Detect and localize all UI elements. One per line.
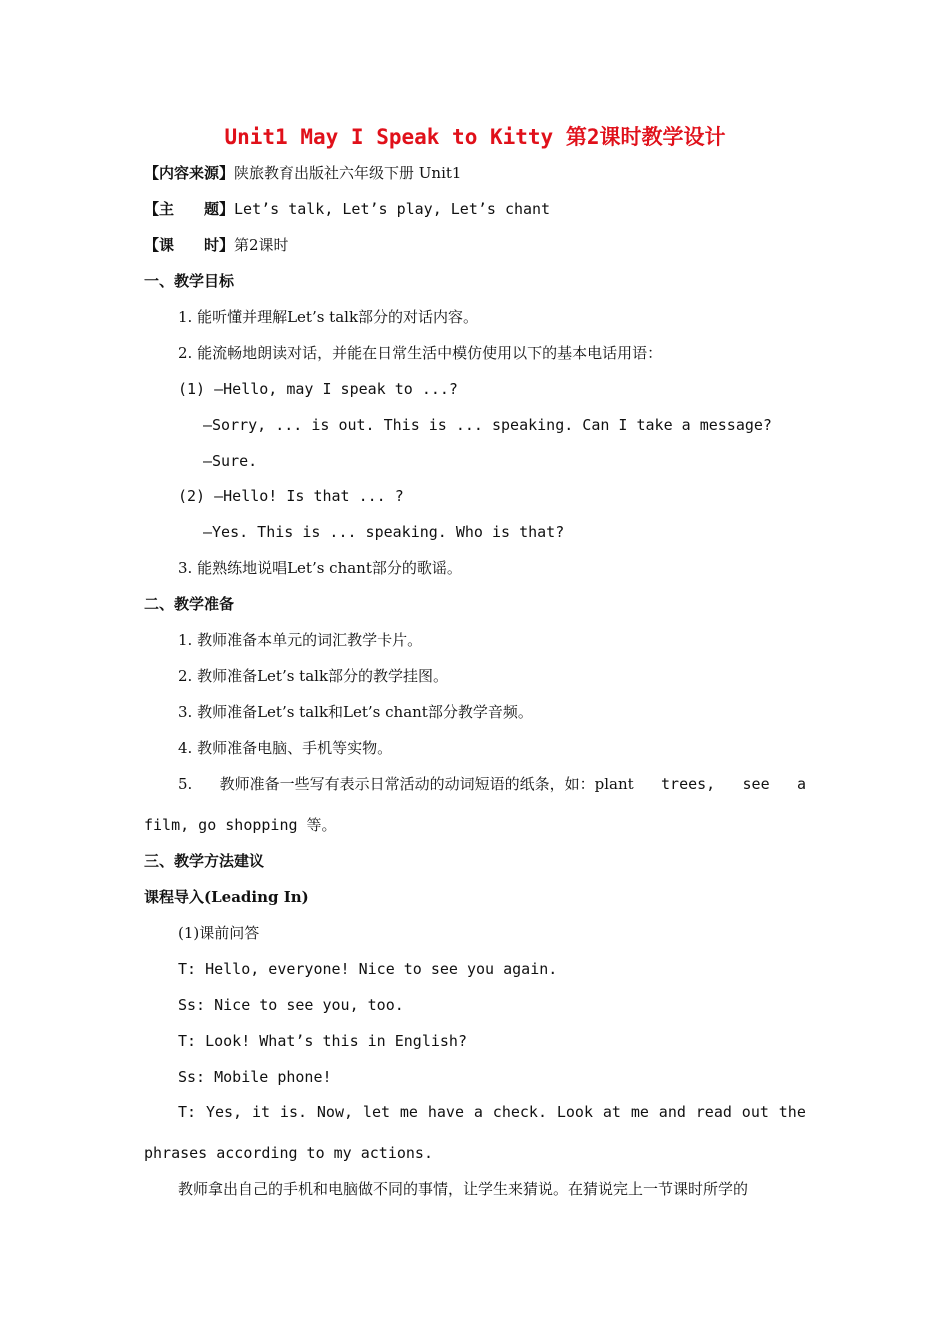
meta-period: [144, 235, 289, 255]
list-item: 2. 能流畅地朗读对话，并能在日常生活中模仿使用以下的基本电话用语：: [178, 344, 663, 362]
list-item: 3. 教师准备Let’s talk和Let’s chant部分教学音频。: [178, 703, 533, 721]
section-heading: 二、教学准备: [144, 595, 235, 613]
word: read: [695, 1103, 732, 1121]
word: a: [473, 1103, 483, 1121]
word: me: [399, 1103, 418, 1121]
step-label: (1)课前问答: [178, 924, 260, 942]
meta-topic: [144, 199, 550, 219]
word: Now,: [316, 1103, 354, 1121]
word: let: [362, 1103, 391, 1121]
dialogue-line: Ss: Nice to see you, too.: [178, 996, 404, 1014]
word: check.: [492, 1103, 547, 1121]
list-item: 1. 能听懂并理解Let’s talk部分的对话内容。: [178, 308, 479, 326]
section-heading: 三、教学方法建议: [144, 852, 265, 870]
word: have: [427, 1103, 464, 1121]
dialogue-line: [178, 1102, 806, 1122]
list-item: 3. 能熟练地说唱Let’s chant部分的歌谣。: [178, 559, 462, 577]
word: 教师准备一些写有表示日常活动的动词短语的纸条，如：plant: [219, 775, 634, 793]
dialogue-line: —Sorry, ... is out. This is ... speaking. Can I take a message?: [203, 416, 772, 434]
word: see: [742, 775, 770, 793]
list-item: [178, 774, 806, 794]
word: Yes,: [205, 1103, 243, 1121]
word: and: [658, 1103, 686, 1121]
meta-source: [144, 163, 461, 183]
list-item: 1. 教师准备本单元的词汇教学卡片。: [178, 631, 423, 649]
word: T:: [178, 1103, 197, 1121]
document-title: Unit1 May I Speak to Kitty 第2课时教学设计: [224, 125, 726, 149]
list-item: 2. 教师准备Let’s talk部分的教学挂图。: [178, 667, 449, 685]
word: 5.: [178, 775, 193, 793]
word: out: [741, 1103, 769, 1121]
word: me: [630, 1103, 649, 1121]
meta-source-value: 陕旅教育出版社六年级下册 Unit1: [234, 164, 462, 182]
dialogue-line: —Sure.: [203, 452, 258, 470]
dialogue-line-continuation: phrases according to my actions.: [144, 1144, 433, 1162]
section-heading: 一、教学目标: [144, 272, 235, 290]
word: Look: [556, 1103, 593, 1121]
paragraph: 教师拿出自己的手机和电脑做不同的事情，让学生来猜说。在猜说完上一节课时所学的: [178, 1180, 749, 1198]
word: the: [778, 1103, 806, 1121]
list-item: 4. 教师准备电脑、手机等实物。: [178, 739, 393, 757]
word: a: [796, 775, 806, 793]
dialogue-line: (1) —Hello, may I speak to ...?: [178, 380, 458, 398]
word: at: [602, 1103, 621, 1121]
meta-period-value: 第2课时: [234, 236, 289, 254]
dialogue-line: (2) —Hello! Is that ... ?: [178, 487, 404, 505]
list-item-continuation: film, go shopping 等。: [144, 816, 337, 834]
meta-topic-label: 【主 题】: [144, 200, 235, 218]
word: trees,: [661, 775, 716, 793]
dialogue-line: Ss: Mobile phone!: [178, 1068, 332, 1086]
word: is.: [279, 1103, 308, 1121]
dialogue-line: T: Hello, everyone! Nice to see you again.: [178, 960, 558, 978]
dialogue-line: T: Look! What’s this in English?: [178, 1032, 467, 1050]
subsection-heading: 课程导入(Leading In): [144, 888, 309, 906]
meta-period-label: 【课 时】: [144, 236, 235, 254]
meta-topic-value: Let’s talk, Let’s play, Let’s chant: [234, 200, 551, 218]
dialogue-line: —Yes. This is ... speaking. Who is that?: [203, 523, 565, 541]
word: it: [251, 1103, 271, 1121]
meta-source-label: 【内容来源】: [144, 164, 235, 182]
